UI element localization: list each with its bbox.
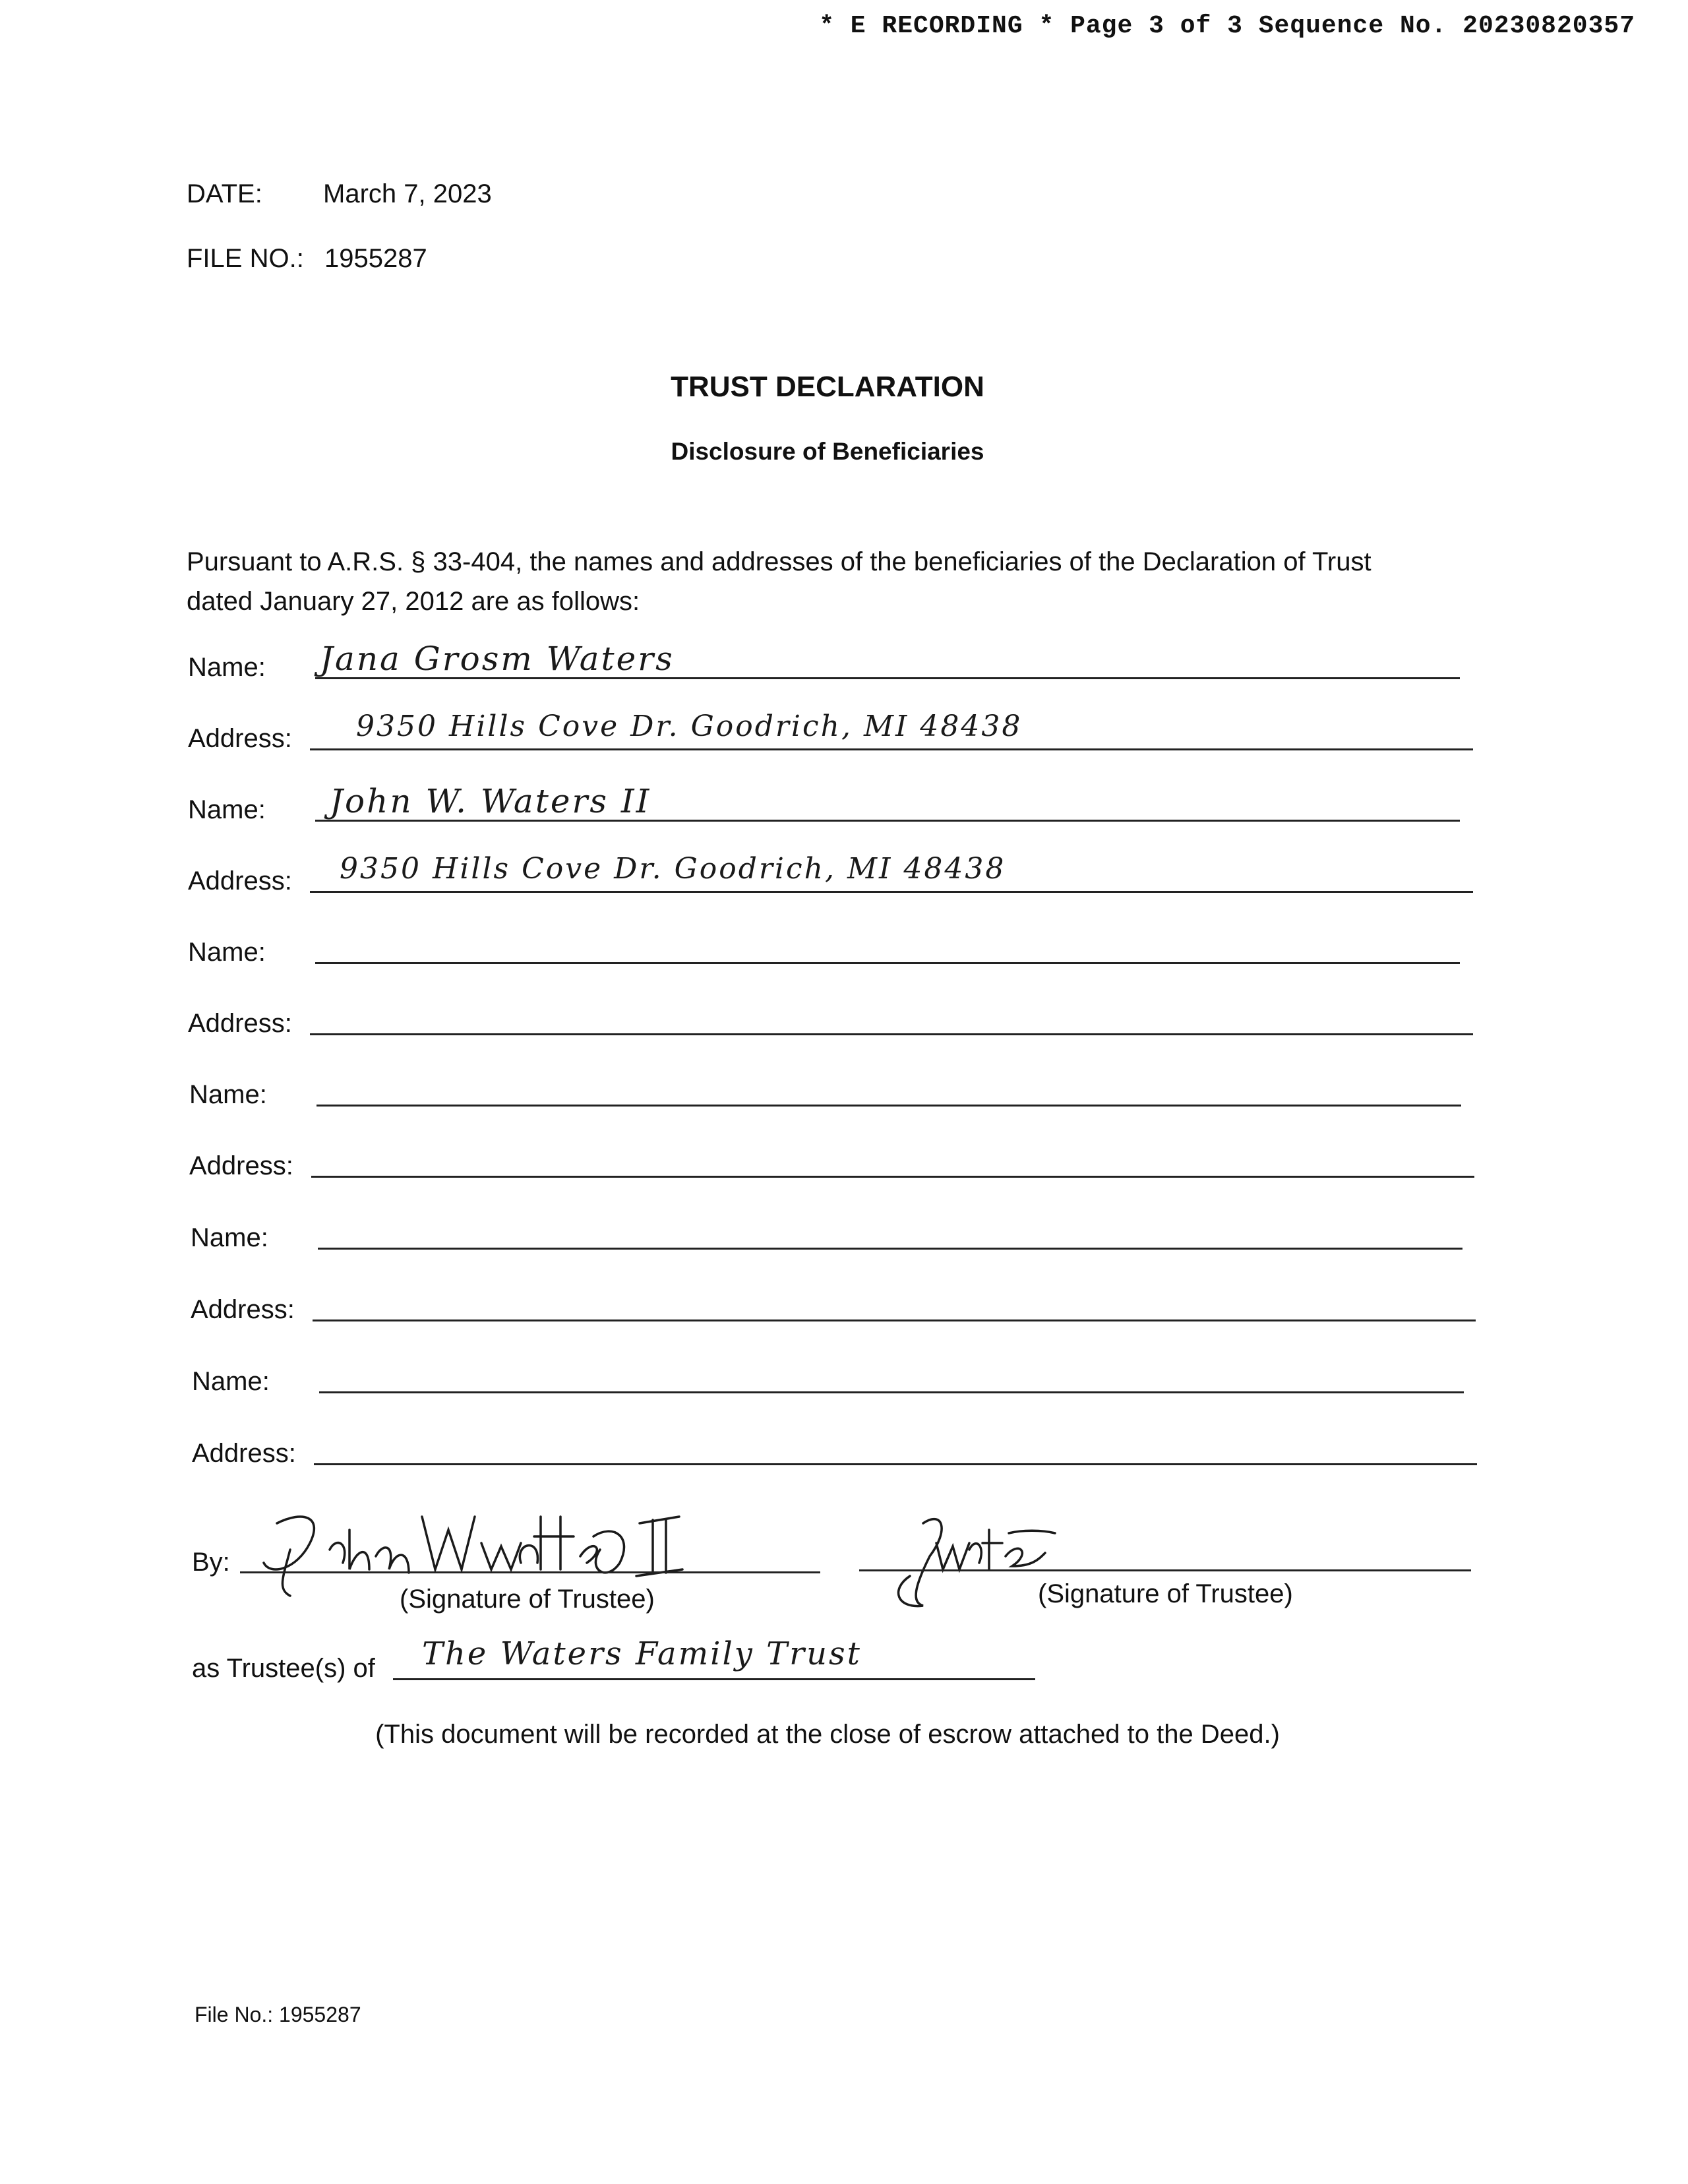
intro-paragraph — [187, 542, 1479, 621]
field-value-address-1: 9350 Hills Cove Dr. Goodrich, MI 48438 — [356, 710, 1023, 743]
field-line-address-5 — [313, 1320, 1476, 1321]
trustee-1-signature-line — [240, 1571, 820, 1573]
field-line-name-1 — [315, 677, 1460, 679]
field-line-name-5 — [318, 1248, 1462, 1250]
field-label-address-5: Address: — [191, 1295, 295, 1324]
file-number-value: 1955287 — [324, 244, 427, 273]
field-line-name-4 — [316, 1105, 1461, 1107]
intro-line-2: dated January 27, 2012 are as follows: — [187, 587, 640, 616]
field-label-name-1: Name: — [188, 653, 266, 682]
field-label-address-6: Address: — [192, 1439, 296, 1468]
field-label-address-2: Address: — [188, 866, 292, 895]
date-value: March 7, 2023 — [323, 179, 492, 208]
field-line-address-2 — [310, 891, 1473, 893]
footer-file-value: 1955287 — [279, 2003, 361, 2026]
trustee-2-signature-line — [859, 1569, 1471, 1571]
field-label-name-5: Name: — [191, 1223, 268, 1252]
trust-name-value: The Waters Family Trust — [422, 1635, 862, 1672]
field-line-address-4 — [311, 1176, 1474, 1178]
field-value-address-2: 9350 Hills Cove Dr. Goodrich, MI 48438 — [340, 852, 1006, 886]
field-label-name-6: Name: — [192, 1367, 270, 1396]
field-label-address-1: Address: — [188, 724, 292, 753]
document-subtitle: Disclosure of Beneficiaries — [671, 438, 984, 465]
field-value-name-1: Jana Grosm Waters — [320, 640, 675, 678]
field-line-name-6 — [319, 1391, 1464, 1393]
trustee-1-caption: (Signature of Trustee) — [400, 1585, 655, 1614]
field-label-name-3: Name: — [188, 938, 266, 967]
field-line-name-3 — [315, 962, 1460, 964]
field-line-name-2 — [315, 820, 1460, 822]
date-label: DATE: — [187, 179, 262, 208]
field-line-address-3 — [310, 1033, 1473, 1035]
field-label-name-4: Name: — [189, 1080, 267, 1109]
as-trustee-label: as Trustee(s) of — [192, 1654, 375, 1683]
trustee-2-caption: (Signature of Trustee) — [1038, 1579, 1293, 1608]
footer-file-label: File No.: — [195, 2003, 274, 2026]
recording-note: (This document will be recorded at the close of escrow attached to the Deed.) — [375, 1720, 1280, 1749]
intro-line-1: Pursuant to A.R.S. § 33-404, the names and addresses of the beneficiaries of the Declaration of Trust — [187, 547, 1372, 576]
field-line-address-1 — [310, 748, 1473, 750]
field-value-name-2: John W. Waters II — [330, 782, 651, 820]
field-line-address-6 — [314, 1463, 1477, 1465]
by-label: By: — [192, 1548, 230, 1577]
file-number-label: FILE NO.: — [187, 244, 304, 273]
document-title: TRUST DECLARATION — [671, 371, 984, 403]
trust-name-line — [393, 1678, 1035, 1680]
field-label-address-4: Address: — [189, 1151, 293, 1180]
field-label-name-2: Name: — [188, 795, 266, 824]
field-label-address-3: Address: — [188, 1009, 292, 1038]
footer-file-number — [195, 2003, 361, 2027]
recording-stamp: * E RECORDING * Page 3 of 3 Sequence No. 20230820357 — [819, 12, 1635, 40]
